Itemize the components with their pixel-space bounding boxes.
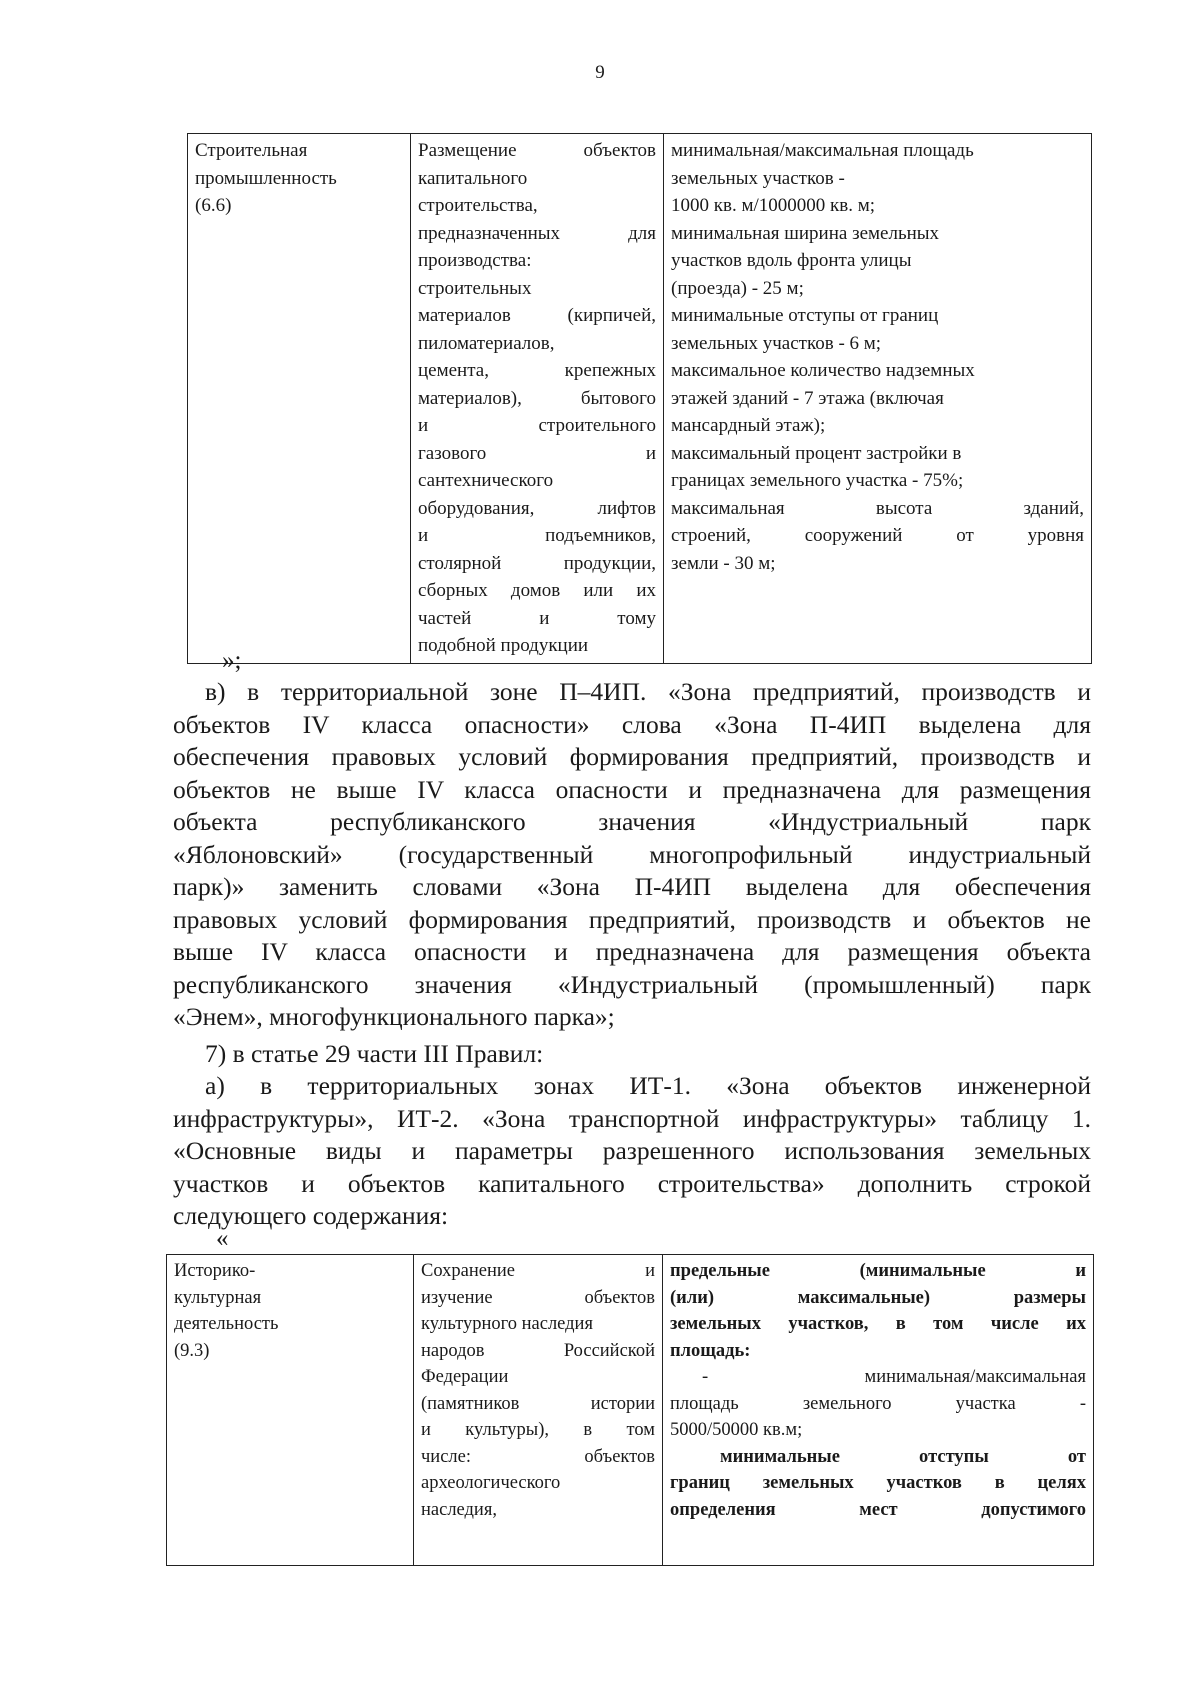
cell-line: (9.3) bbox=[174, 1340, 210, 1361]
cell-line: предназначенных для bbox=[418, 222, 656, 244]
cell-line: сборных домов или их bbox=[418, 580, 656, 601]
land-use-table-heritage bbox=[166, 1254, 1094, 1566]
cell-line: народов Российской bbox=[421, 1340, 655, 1361]
cell-line: максимальный процент застройки в bbox=[671, 442, 962, 464]
table-row bbox=[167, 1255, 1094, 1566]
paragraph-line: 7) в статье 29 части III Правил: bbox=[205, 1039, 544, 1068]
cell-line: изучение объектов bbox=[421, 1287, 655, 1308]
cell-line: производства: bbox=[418, 250, 532, 271]
paragraph-line: «Яблоновский» (государственный многопрофильный индустриальный bbox=[173, 839, 1091, 869]
cell-line: минимальная ширина земельных bbox=[671, 222, 940, 244]
cell-line: материалов (кирпичей, bbox=[418, 305, 656, 326]
cell-line: и культуры), в том bbox=[421, 1420, 655, 1440]
land-use-table-industry bbox=[187, 133, 1092, 664]
paragraph-line: парк)» заменить словами «Зона П-4ИП выделена для обеспечения bbox=[173, 872, 1091, 901]
cell-line: минимальные отступы от границ bbox=[671, 305, 939, 326]
cell-line: площадь земельного участка - bbox=[670, 1393, 1086, 1414]
paragraph-line: объекта республиканского значения «Индустриальный парк bbox=[173, 807, 1091, 836]
cell-line: площадь: bbox=[670, 1340, 751, 1361]
paragraph-line: «Основные виды и параметры разрешенного использования земельных bbox=[173, 1136, 1091, 1165]
paragraph-line: объектов IV класса опасности» слова «Зона П-4ИП выделена для bbox=[173, 709, 1091, 739]
cell-line: и строительного bbox=[418, 415, 656, 436]
cell-line: (или) максимальные) размеры bbox=[670, 1287, 1086, 1308]
cell-line: определения мест допустимого bbox=[670, 1499, 1086, 1520]
cell-line: минимальные отступы от bbox=[720, 1446, 1086, 1467]
closing-quote: »; bbox=[222, 647, 242, 674]
cell-line: предельные (минимальные и bbox=[670, 1261, 1086, 1281]
cell-line: археологического bbox=[421, 1473, 561, 1493]
cell-line: Размещение объектов bbox=[418, 140, 656, 161]
cell-line: Федерации bbox=[421, 1367, 509, 1387]
cell-line: максимальное количество надземных bbox=[671, 360, 975, 381]
cell-line: наследия, bbox=[421, 1499, 497, 1520]
cell-line: строительных bbox=[418, 277, 532, 299]
cell-line: пиломатериалов, bbox=[418, 332, 555, 354]
table-cell-description bbox=[414, 1255, 663, 1566]
cell-line: участков вдоль фронта улицы bbox=[671, 250, 912, 271]
cell-line: газового и bbox=[418, 442, 656, 464]
cell-line: столярной продукции, bbox=[418, 552, 656, 574]
paragraph-line: «Энем», многофункционального парка»; bbox=[173, 1002, 615, 1031]
opening-quote: « bbox=[216, 1225, 229, 1252]
cell-line: земли - 30 м; bbox=[671, 552, 776, 574]
cell-line: материалов), бытового bbox=[418, 387, 656, 409]
paragraph-line: обеспечения правовых условий формирования предприятий, производств и bbox=[173, 742, 1091, 771]
cell-line: строений, сооружений от уровня bbox=[671, 525, 1084, 546]
cell-line: (памятников истории bbox=[421, 1393, 655, 1414]
table-cell-parameters bbox=[664, 134, 1092, 664]
paragraph-line: инфраструктуры», ИТ-2. «Зона транспортной инфраструктуры» таблицу 1. bbox=[173, 1103, 1091, 1133]
cell-line: частей и тому bbox=[418, 607, 656, 629]
cell-line: Сохранение и bbox=[421, 1261, 655, 1281]
cell-line: земельных участков - bbox=[671, 167, 845, 189]
paragraph-a bbox=[173, 1070, 1091, 1233]
cell-line: земельных участков - 6 м; bbox=[671, 332, 882, 354]
paragraph-line: следующего содержания: bbox=[173, 1201, 449, 1230]
table-cell-use-type bbox=[188, 134, 411, 664]
paragraph-line: правовых условий формирования предприятий, производств и объектов не bbox=[173, 904, 1091, 934]
paragraph-line: республиканского значения «Индустриальный (промышленный) парк bbox=[173, 969, 1091, 999]
cell-line: сантехнического bbox=[418, 470, 554, 491]
paragraph-line: участков и объектов капитального строительства» дополнить строкой bbox=[173, 1168, 1091, 1198]
cell-line: (6.6) bbox=[195, 195, 232, 216]
cell-line: культурная bbox=[174, 1287, 262, 1308]
cell-line: мансардный этаж); bbox=[671, 415, 826, 436]
page-number: 9 bbox=[595, 62, 605, 83]
cell-line: Строительная bbox=[195, 140, 308, 161]
cell-line: (проезда) - 25 м; bbox=[671, 277, 804, 299]
paragraph-line: объектов не выше IV класса опасности и предназначена для размещения bbox=[173, 774, 1091, 804]
cell-line: границах земельного участка - 75%; bbox=[671, 470, 964, 491]
cell-line: цемента, крепежных bbox=[418, 360, 656, 381]
cell-line: 1000 кв. м/1000000 кв. м; bbox=[671, 195, 876, 216]
paragraph-line: выше IV класса опасности и предназначена для размещения объекта bbox=[173, 937, 1091, 966]
paragraph-v bbox=[173, 676, 1091, 1034]
cell-line: максимальная высота зданий, bbox=[671, 497, 1084, 519]
cell-line: строительства, bbox=[418, 195, 538, 216]
table-cell-use-type bbox=[167, 1255, 414, 1566]
cell-line: капитального bbox=[418, 167, 528, 189]
table-cell-description bbox=[411, 134, 664, 664]
cell-line: границ земельных участков в целях bbox=[670, 1473, 1086, 1493]
cell-line: числе: объектов bbox=[421, 1446, 655, 1467]
cell-line: и подъемников, bbox=[418, 525, 656, 546]
cell-line: минимальная/максимальная площадь bbox=[671, 140, 974, 161]
cell-line: культурного наследия bbox=[421, 1314, 593, 1334]
table-cell-parameters bbox=[663, 1255, 1094, 1566]
cell-line: деятельность bbox=[174, 1314, 279, 1334]
cell-line: земельных участков, в том числе их bbox=[670, 1314, 1086, 1334]
paragraph-7 bbox=[173, 1038, 1091, 1071]
cell-line: - минимальная/максимальная bbox=[702, 1367, 1086, 1387]
paragraph-line: в) в территориальной зоне П–4ИП. «Зона предприятий, производств и bbox=[205, 677, 1091, 706]
paragraph-line: а) в территориальных зонах ИТ-1. «Зона объектов инженерной bbox=[205, 1071, 1091, 1100]
cell-line: оборудования, лифтов bbox=[418, 497, 656, 519]
cell-line: 5000/50000 кв.м; bbox=[670, 1420, 803, 1440]
table-row bbox=[188, 134, 1092, 664]
cell-line: промышленность bbox=[195, 167, 337, 189]
cell-line: этажей зданий - 7 этажа (включая bbox=[671, 387, 944, 409]
cell-line: Историко- bbox=[174, 1261, 256, 1281]
cell-line: подобной продукции bbox=[418, 635, 589, 656]
